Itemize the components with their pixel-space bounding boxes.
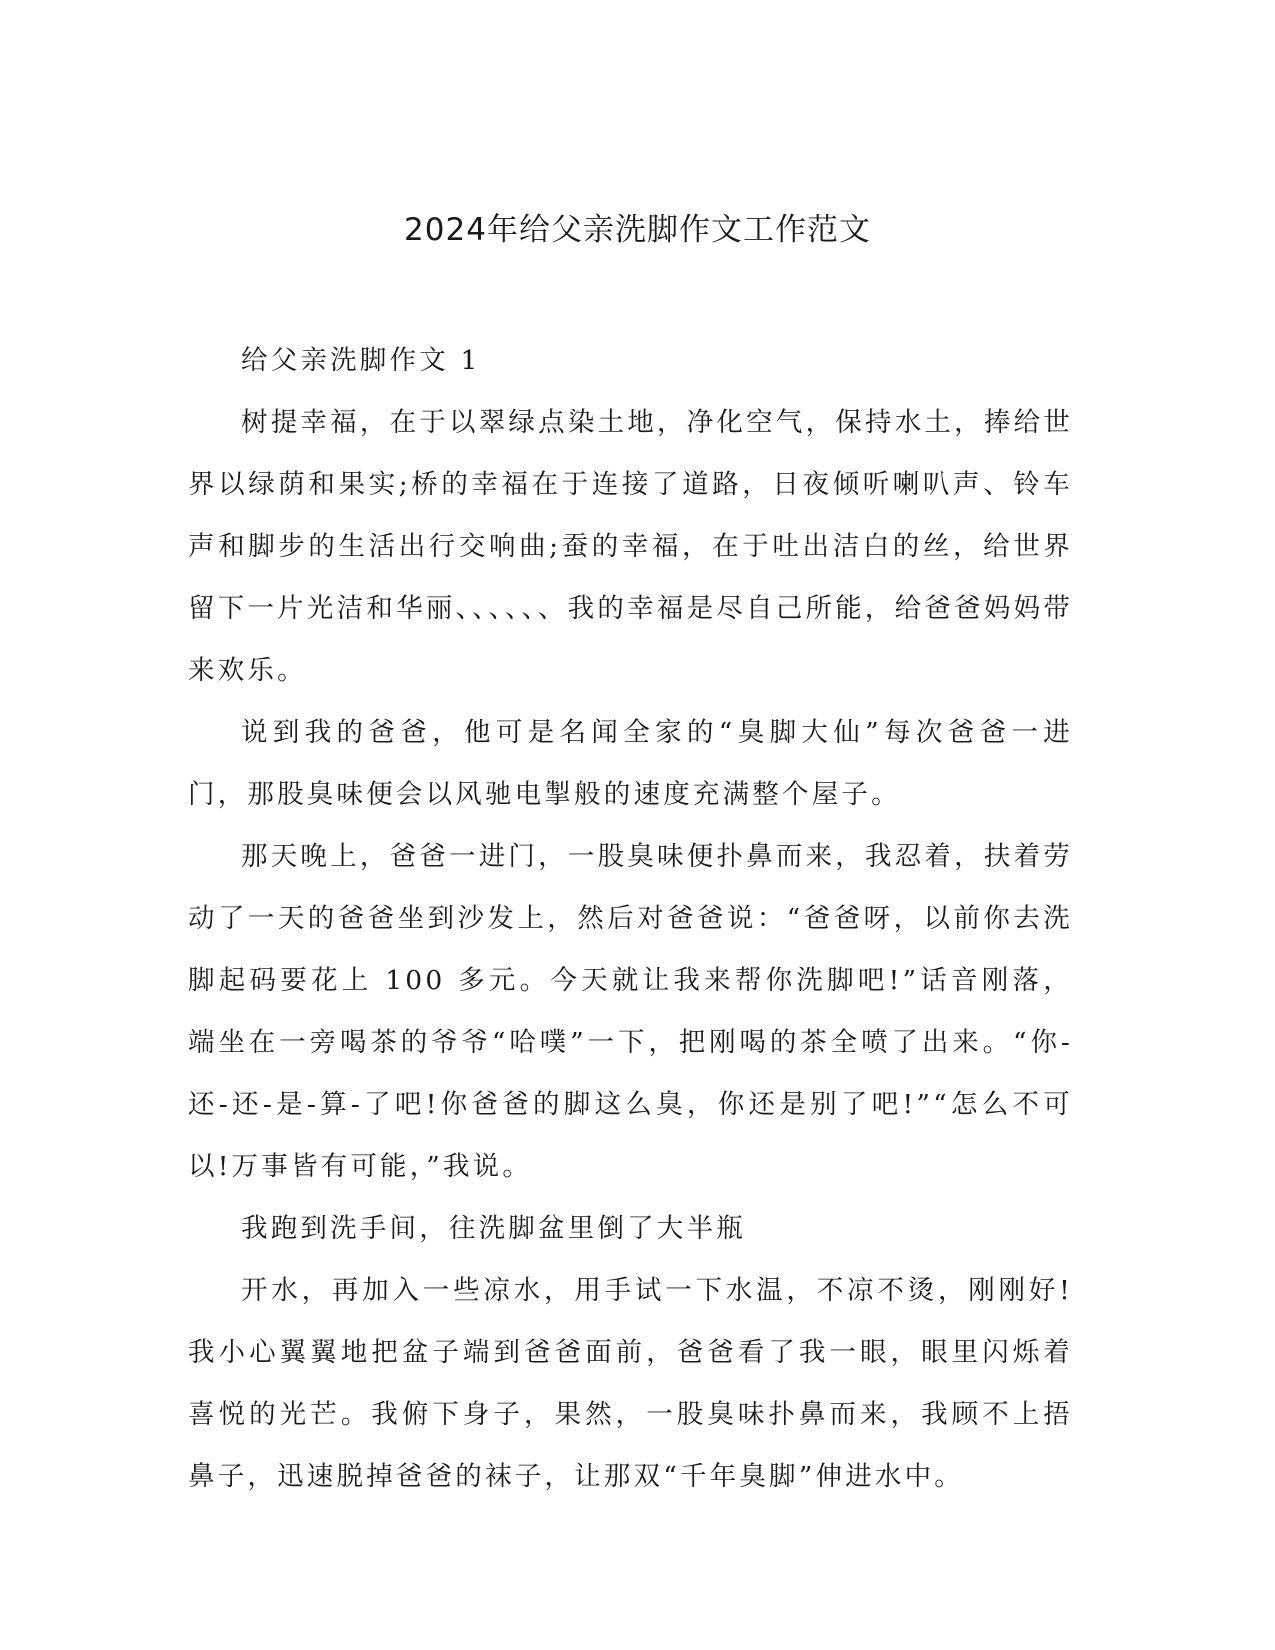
paragraph: 说到我的爸爸，他可是名闻全家的“臭脚大仙”每次爸爸一进门，那股臭味便会以风驰电掣般的速度充满整个屋子。	[188, 717, 1073, 810]
document-title: 2024年给父亲洗脚作文工作范文	[404, 212, 871, 248]
section-heading: 给父亲洗脚作文 1	[241, 345, 481, 376]
document-body	[188, 330, 1073, 1508]
paragraph: 树提幸福，在于以翠绿点染土地，净化空气，保持水土，捧给世界以绿荫和果实;桥的幸福在于连接了道路，日夜倾听喇叭声、铃车声和脚步的生活出行交响曲;蚕的幸福，在于吐出洁白的丝，给世界留下一片光洁和华丽、、、、、、我的幸福是尽自己所能，给爸爸妈妈带来欢乐。	[188, 407, 1073, 686]
paragraph: 那天晚上，爸爸一进门，一股臭味便扑鼻而来，我忍着，扶着劳动了一天的爸爸坐到沙发上，然后对爸爸说：“爸爸呀，以前你去洗脚起码要花上 100 多元。今天就让我来帮你洗脚吧!”话音刚落，端坐在一旁喝茶的爷爷“哈噗”一下，把刚喝的茶全喷了出来。“你-还-还-是-算-了吧!你爸爸的脚这么臭，你还是别了吧!”“怎么不可以!万事皆有可能，”我说。	[188, 841, 1073, 1182]
paragraph: 我跑到洗手间，往洗脚盆里倒了大半瓶	[241, 1213, 746, 1244]
paragraph: 开水，再加入一些凉水，用手试一下水温，不凉不烫，刚刚好!我小心翼翼地把盆子端到爸爸面前，爸爸看了我一眼，眼里闪烁着喜悦的光芒。我俯下身子，果然，一股臭味扑鼻而来，我顾不上捂鼻子，迅速脱掉爸爸的袜子，让那双“千年臭脚”伸进水中。	[188, 1275, 1073, 1492]
